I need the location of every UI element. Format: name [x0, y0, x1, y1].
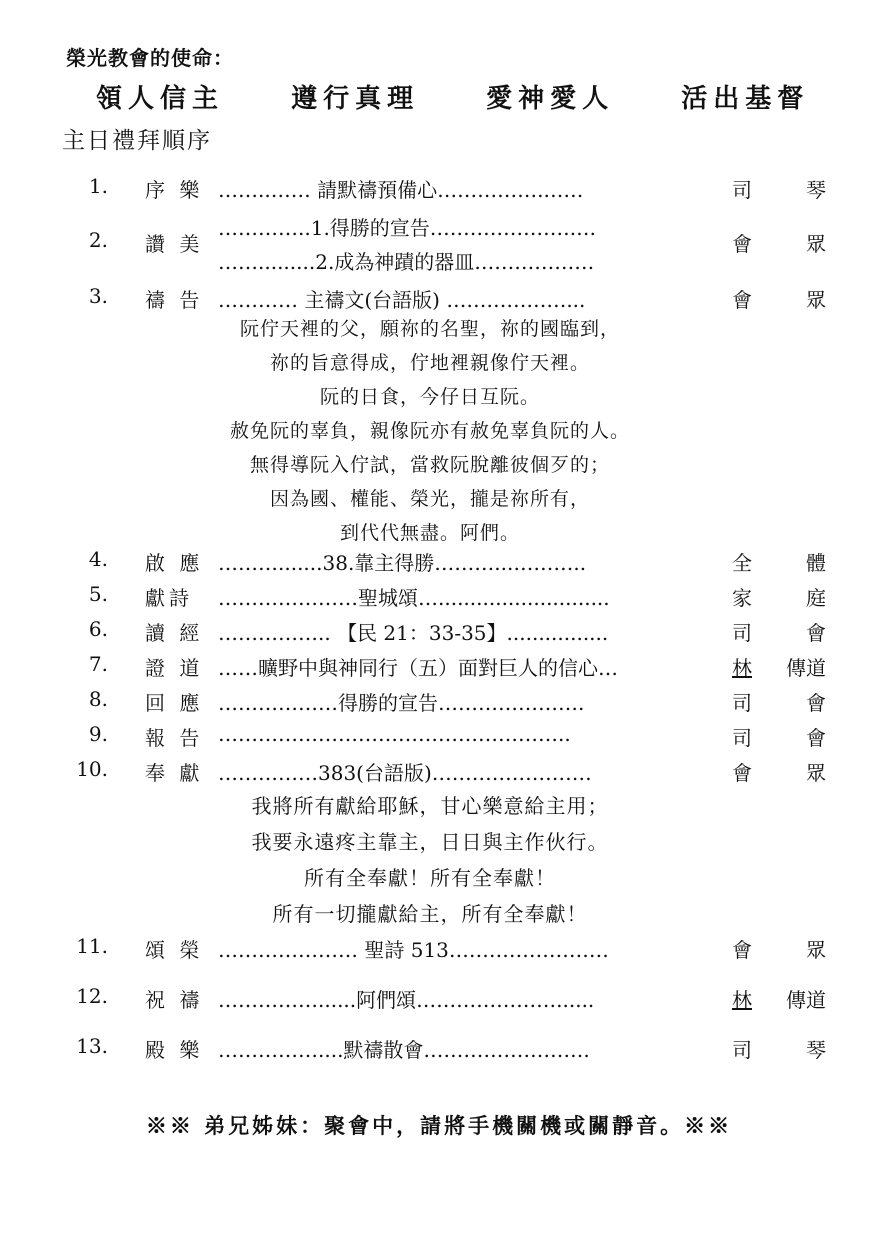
item-content: ……….......38.靠主得勝………...……….. [218, 551, 587, 575]
item-content: …………………聖城頌…........................... [218, 586, 610, 610]
item-name: 禱 告 [145, 288, 204, 312]
order-item-4 [0, 543, 878, 577]
mission-3: 愛神愛人 [486, 84, 615, 114]
order-title: 主日禮拜順序 [62, 128, 212, 154]
item-number: 10. [76, 757, 108, 781]
item-name: 殿 樂 [145, 1038, 204, 1062]
order-item-8 [0, 683, 878, 717]
item-name: 奉 獻 [145, 761, 204, 785]
item-name: 證 道 [145, 656, 204, 680]
item-person: 會 眾 [732, 938, 826, 962]
order-item-12 [0, 980, 878, 1014]
order-item-9 [0, 718, 878, 752]
item-person: 全 體 [732, 551, 826, 575]
lyric-line: 所有一切攏獻給主，所有全奉獻！ [272, 902, 588, 926]
item-name: 啟 應 [145, 551, 204, 575]
item-content: ………… 主禱文(台語版) ………………... [218, 288, 586, 312]
item-name: 回 應 [145, 691, 204, 715]
item-name: 祝 禱 [145, 988, 204, 1012]
item-content: ………………… 聖詩 513…………………… [218, 938, 609, 962]
item-number: 6. [88, 617, 108, 641]
order-item-1 [0, 170, 878, 204]
item-person: 林 傳道 [732, 988, 826, 1012]
item-content: ……………383(台語版)…………………… [218, 761, 592, 785]
lyric-line: 我將所有獻給耶穌，甘心樂意給主用； [251, 794, 609, 818]
lyric-line: 到代代無盡。阿們。 [339, 522, 520, 544]
item-content: …………….. 【民 21：33-35】................ [218, 621, 609, 645]
item-person: 林 傳道 [732, 656, 826, 680]
item-person: 司 會 [732, 691, 826, 715]
lyric-line: 我要永遠疼主靠主，日日與主作伙行。 [251, 830, 609, 854]
item-person: 會 眾 [732, 761, 826, 785]
item-name: 讚 美 [145, 232, 204, 256]
order-item-5 [0, 578, 878, 612]
lyric-line: 無得導阮入佇試，當救阮脫離彼個歹的； [249, 454, 610, 476]
item-name: 報 告 [145, 726, 204, 750]
mission-title: 榮光教會的使命： [66, 46, 234, 70]
item-person: 司 琴 [732, 178, 826, 202]
item-number: 8. [88, 687, 108, 711]
item-content: ……..…… 請默禱預備心…………….…… [218, 178, 584, 202]
mission-2: 遵行真理 [291, 84, 420, 114]
item-person: 司 琴 [732, 1038, 826, 1062]
item-content: …………..1.得勝的宣告………………….… [218, 216, 597, 240]
item-person: 會 眾 [732, 232, 826, 256]
lyric-line: 因為國、權能、榮光，攏是祢所有， [269, 488, 590, 510]
item-number: 13. [76, 1034, 108, 1058]
order-item-3 [0, 280, 878, 314]
item-name: 獻詩 [145, 586, 193, 610]
item-name: 序 樂 [145, 178, 204, 202]
item-content: ……曠野中與神同行（五）面對巨人的信心… [218, 656, 618, 680]
mission-4: 活出基督 [681, 84, 810, 114]
item-number: 5. [88, 582, 108, 606]
lyric-line: 赦免阮的辜負，親像阮亦有赦免辜負阮的人。 [229, 420, 630, 442]
order-item-11 [0, 930, 878, 964]
item-content: …………………………………………….. [218, 722, 571, 746]
order-item-7 [0, 648, 878, 682]
item-name: 讀 經 [145, 621, 204, 645]
offering-lyrics [130, 788, 730, 932]
item-number: 2. [88, 228, 108, 252]
item-person: 司 會 [732, 726, 826, 750]
prayer-lyrics [130, 312, 730, 550]
item-content: ………………得勝的宣告…………………. [218, 691, 585, 715]
item-number: 3. [88, 284, 108, 308]
item-number: 4. [88, 547, 108, 571]
item-number: 1. [88, 174, 108, 198]
lyric-line: 祢的旨意得成，佇地裡親像佇天裡。 [269, 352, 590, 374]
order-item-2 [0, 208, 878, 278]
mission-statement [96, 78, 816, 115]
phone-notice: ※※ 弟兄姊妹：聚會中，請將手機關機或關靜音。※※ [145, 1113, 733, 1138]
item-number: 9. [88, 722, 108, 746]
item-content: ……………....默禱散會……………………. [218, 1038, 590, 1062]
item-person: 家 庭 [732, 586, 826, 610]
item-name: 頌 榮 [145, 938, 204, 962]
lyric-line: 所有全奉獻！所有全奉獻！ [304, 866, 556, 890]
order-item-10 [0, 753, 878, 787]
item-person: 司 會 [732, 621, 826, 645]
item-content: ……………......阿們頌…………………...... [218, 988, 595, 1012]
item-number: 7. [88, 652, 108, 676]
item-content-2: …….........2.成為神蹟的器皿……………… [218, 250, 595, 274]
order-item-13 [0, 1030, 878, 1064]
order-item-6 [0, 613, 878, 647]
item-person: 會 眾 [732, 288, 826, 312]
lyric-line: 阮的日食，今仔日互阮。 [319, 386, 540, 408]
mission-1: 領人信主 [96, 84, 225, 114]
item-number: 12. [76, 984, 108, 1008]
item-number: 11. [76, 934, 108, 958]
lyric-line: 阮佇天裡的父，願祢的名聖，祢的國臨到， [239, 318, 620, 340]
